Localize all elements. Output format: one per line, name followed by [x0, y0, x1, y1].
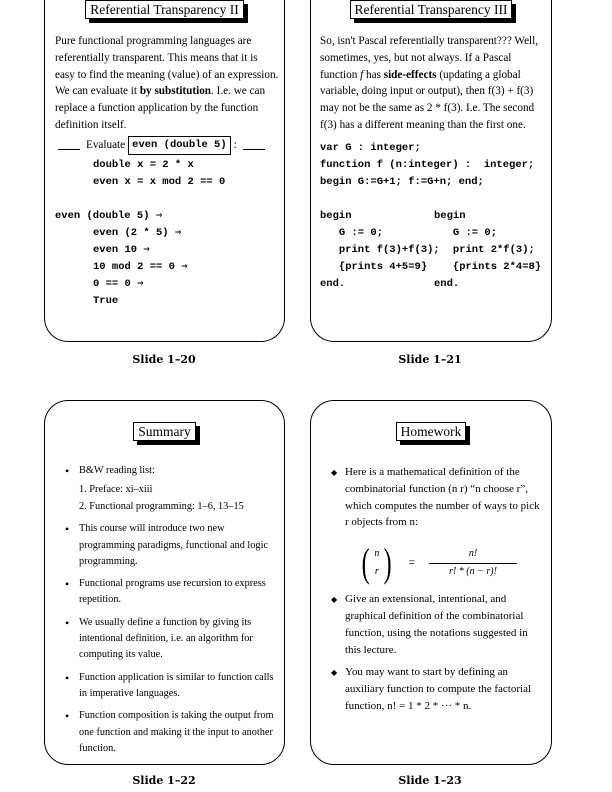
list-item: • This course will introduce two new programming paradigms, functional and logic programming.: [65, 521, 279, 570]
code-line: even (double 5) ⇒: [55, 209, 163, 222]
code-line: even (2 * 5) ⇒: [93, 226, 182, 239]
text: (updating a global variable, doing input or output), then f(3) + f(3) may not be the same as 2 * f(3). I.e. The second f(3) has a different meaning than the first one.: [320, 68, 535, 131]
slide-body: [55, 33, 279, 310]
reading-list-item: 1. Preface: xi–xiii: [79, 484, 153, 496]
denominator: r! * (n − r)!: [449, 565, 497, 577]
bullet-list: [331, 591, 545, 715]
text: Pure functional programming languages are referentially transparent. This means that it is easy to find the meaning (value) of an expression. We can evaluate it: [55, 35, 279, 98]
text: has: [363, 68, 384, 81]
code-line: double x = 2 * x: [93, 158, 194, 171]
code-line: {prints 2*4=8}: [434, 260, 542, 273]
numerator: n!: [429, 546, 517, 564]
slide-1-20: [44, 0, 285, 342]
bullet-list: [65, 463, 279, 757]
code-line: begin: [320, 209, 352, 222]
binomial-bottom: r: [374, 566, 379, 578]
code-line: begin G:=G+1; f:=G+n; end;: [320, 175, 484, 188]
reading-list-label: B&W reading list:: [79, 465, 155, 476]
slide-body: [65, 463, 279, 763]
slide-caption: Slide 1–22: [132, 774, 196, 787]
list-item: • We usually define a function by giving its intentional definition, i.e. an algorithm for computing its value.: [65, 615, 279, 664]
code-line: {prints 4+5=9}: [320, 260, 428, 273]
code-line: print 2*f(3);: [434, 243, 535, 256]
code-line: even 10 ⇒: [93, 243, 150, 256]
code-line: function f (n:integer) : integer;: [320, 158, 535, 171]
evaluate-expression: even (double 5): [128, 136, 231, 155]
left-paren: (: [361, 540, 370, 586]
colon: :: [233, 138, 237, 151]
slide-body: [320, 33, 548, 293]
code-line: var G : integer;: [320, 141, 421, 154]
binomial: [374, 545, 379, 581]
slide-title: Summary: [133, 422, 196, 441]
code-line: print f(3)+f(3);: [320, 243, 440, 256]
paragraph: [320, 33, 548, 134]
list-item: ◆ You may want to start by defining an auxiliary function to compute the factorial function, n! = 1 * 2 * ··· * n.: [331, 664, 545, 714]
slide-1-22: [44, 400, 285, 765]
code-columns: [320, 208, 548, 293]
binomial-formula: [331, 540, 545, 586]
list-item: • Function application is similar to function calls in imperative languages.: [65, 670, 279, 703]
list-item: • Function composition is taking the output from one function and making it the input to another function.: [65, 708, 279, 757]
code-right: [434, 208, 548, 293]
definitions: [55, 157, 279, 310]
emphasis: side-effects: [383, 68, 437, 81]
text: . I.e. we can replace a function application by the function definition itself.: [55, 85, 266, 131]
blank-line: [55, 191, 279, 208]
slide-title: Homework: [396, 422, 467, 441]
code-line: end.: [320, 277, 346, 290]
slide-caption: Slide 1–21: [398, 353, 462, 366]
evaluate-row: [55, 136, 279, 155]
list-item: ◆ Give an extensional, intentional, and graphical definition of the combinatorial function, using the notations suggested in this lecture.: [331, 591, 545, 658]
equals-sign: =: [408, 556, 415, 569]
slide-body: [331, 464, 545, 721]
code-line: 10 mod 2 == 0 ⇒: [93, 260, 188, 273]
fraction: [429, 546, 517, 581]
slide-1-21: [310, 0, 552, 342]
code-line: G := 0;: [320, 226, 384, 239]
code-line: even x = x mod 2 == 0: [93, 175, 226, 188]
code-line: end.: [434, 277, 460, 290]
code-line: begin: [434, 209, 466, 222]
evaluate-label: Evaluate: [86, 138, 126, 151]
reading-list: [79, 481, 279, 515]
slide-1-23: [310, 400, 552, 765]
binomial-top: n: [374, 548, 380, 560]
reading-list-item: 2. Functional programming: 1–6, 13–15: [79, 501, 244, 513]
code-left: [320, 208, 440, 293]
paragraph: [55, 33, 279, 134]
text: So, isn't Pascal referentially transparent??? Well, sometimes, yes, but not always. If a Pascal function: [320, 35, 539, 81]
code-line: 0 == 0 ⇒: [93, 277, 144, 290]
code-line: G := 0;: [434, 226, 498, 239]
rule: [243, 141, 265, 150]
slide-caption: Slide 1–23: [398, 774, 462, 787]
list-item: [65, 463, 279, 515]
slide-title: Referential Transparency II: [85, 0, 243, 19]
math-f: f: [360, 68, 364, 81]
right-paren: ): [384, 540, 393, 586]
slide-caption: Slide 1–20: [132, 353, 196, 366]
list-item: • Functional programs use recursion to express repetition.: [65, 576, 279, 609]
rule: [58, 141, 80, 150]
list-item: ◆ Here is a mathematical definition of the combinatorial function (n r) “n choose r”, which computes the number of ways to pick r objects from n:: [331, 464, 545, 531]
bullet-list: [331, 464, 545, 531]
slide-title: Referential Transparency III: [350, 0, 513, 19]
emphasis: by substitution: [139, 85, 212, 98]
blank-line: [320, 191, 548, 208]
code-line: True: [93, 294, 119, 307]
code-block: [320, 140, 548, 293]
